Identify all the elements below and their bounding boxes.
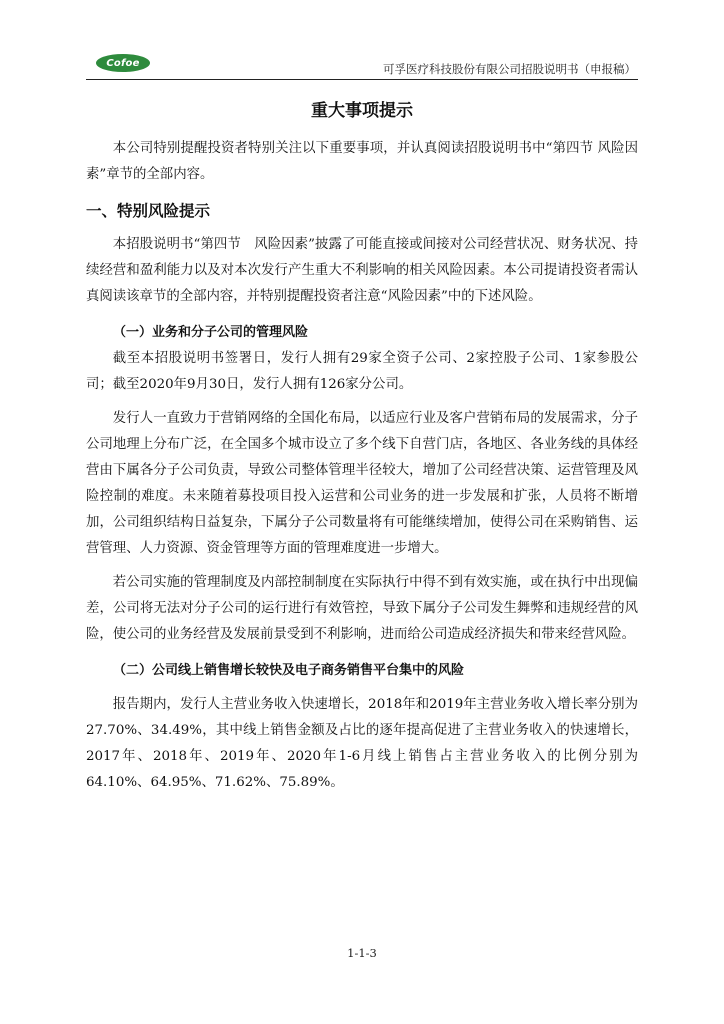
logo-text: Cofoe: [106, 57, 140, 69]
section-intro-paragraph: 本招股说明书“第四节 风险因素”披露了可能直接或间接对公司经营状况、财务状况、持续经营和盈利能力以及对本次发行产生重大不利影响的相关风险因素。本公司提请投资者需认真阅读该章节的全部内容，并特别提醒投资者注意“风险因素”中的下述风险。: [86, 237, 638, 304]
page-title: 重大事项提示: [311, 101, 413, 121]
document-body: [86, 96, 638, 796]
subsection-heading-management-risk: （一）业务和分子公司的管理风险: [113, 325, 309, 340]
paragraph-subsidiaries: 截至本招股说明书签署日，发行人拥有29家全资子公司、2家控股子公司、1家参股公司；截至2020年9月30日，发行人拥有126家分公司。: [86, 351, 638, 392]
header-divider: [86, 79, 638, 80]
section-heading-special-risks: 一、特别风险提示: [86, 202, 211, 220]
paragraph-internal-control: 若公司实施的管理制度及内部控制制度在实际执行中得不到有效实施，或在执行中出现偏差，公司将无法对分子公司的运行进行有效管控，导致下属分子公司发生舞弊和违规经营的风险，使公司的业务经营及发展前景受到不利影响，进而给公司造成经济损失和带来经营风险。: [86, 575, 638, 642]
paragraph-online-sales: 报告期内，发行人主营业务收入快速增长，2018年和2019年主营业务收入增长率分别为 27.70%、34.49%，其中线上销售金额及占比的逐年提高促进了主营业务收入的快速增长，2017年、2018年、2019年、2020年1-6月线上销售占主营业务收入的比例分别为64.10%、64.95%、71.62%、75.89%。: [86, 697, 638, 790]
header-document-title: 可孚医疗科技股份有限公司招股说明书（申报稿）: [383, 62, 636, 76]
intro-paragraph: 本公司特别提醒投资者特别关注以下重要事项，并认真阅读招股说明书中“第四节 风险因素”章节的全部内容。: [86, 141, 638, 182]
subsection-heading-online-sales-risk: （二）公司线上销售增长较快及电子商务销售平台集中的风险: [113, 663, 465, 678]
paragraph-network-layout: 发行人一直致力于营销网络的全国化布局，以适应行业及客户营销布局的发展需求，分子公司地理上分布广泛，在全国多个城市设立了多个线下自营门店，各地区、各业务线的具体经营由下属各分子公司负责，导致公司整体管理半径较大，增加了公司经营决策、运营管理及风险控制的难度。未来随着募投项目投入运营和公司业务的进一步发展和扩张，人员将不断增加，公司组织结构日益复杂，下属分子公司数量将有可能继续增加，使得公司在采购销售、运营管理、人力资源、资金管理等方面的管理难度进一步增大。: [86, 411, 638, 556]
page-number: 1-1-3: [347, 946, 377, 960]
company-logo: [96, 54, 150, 72]
